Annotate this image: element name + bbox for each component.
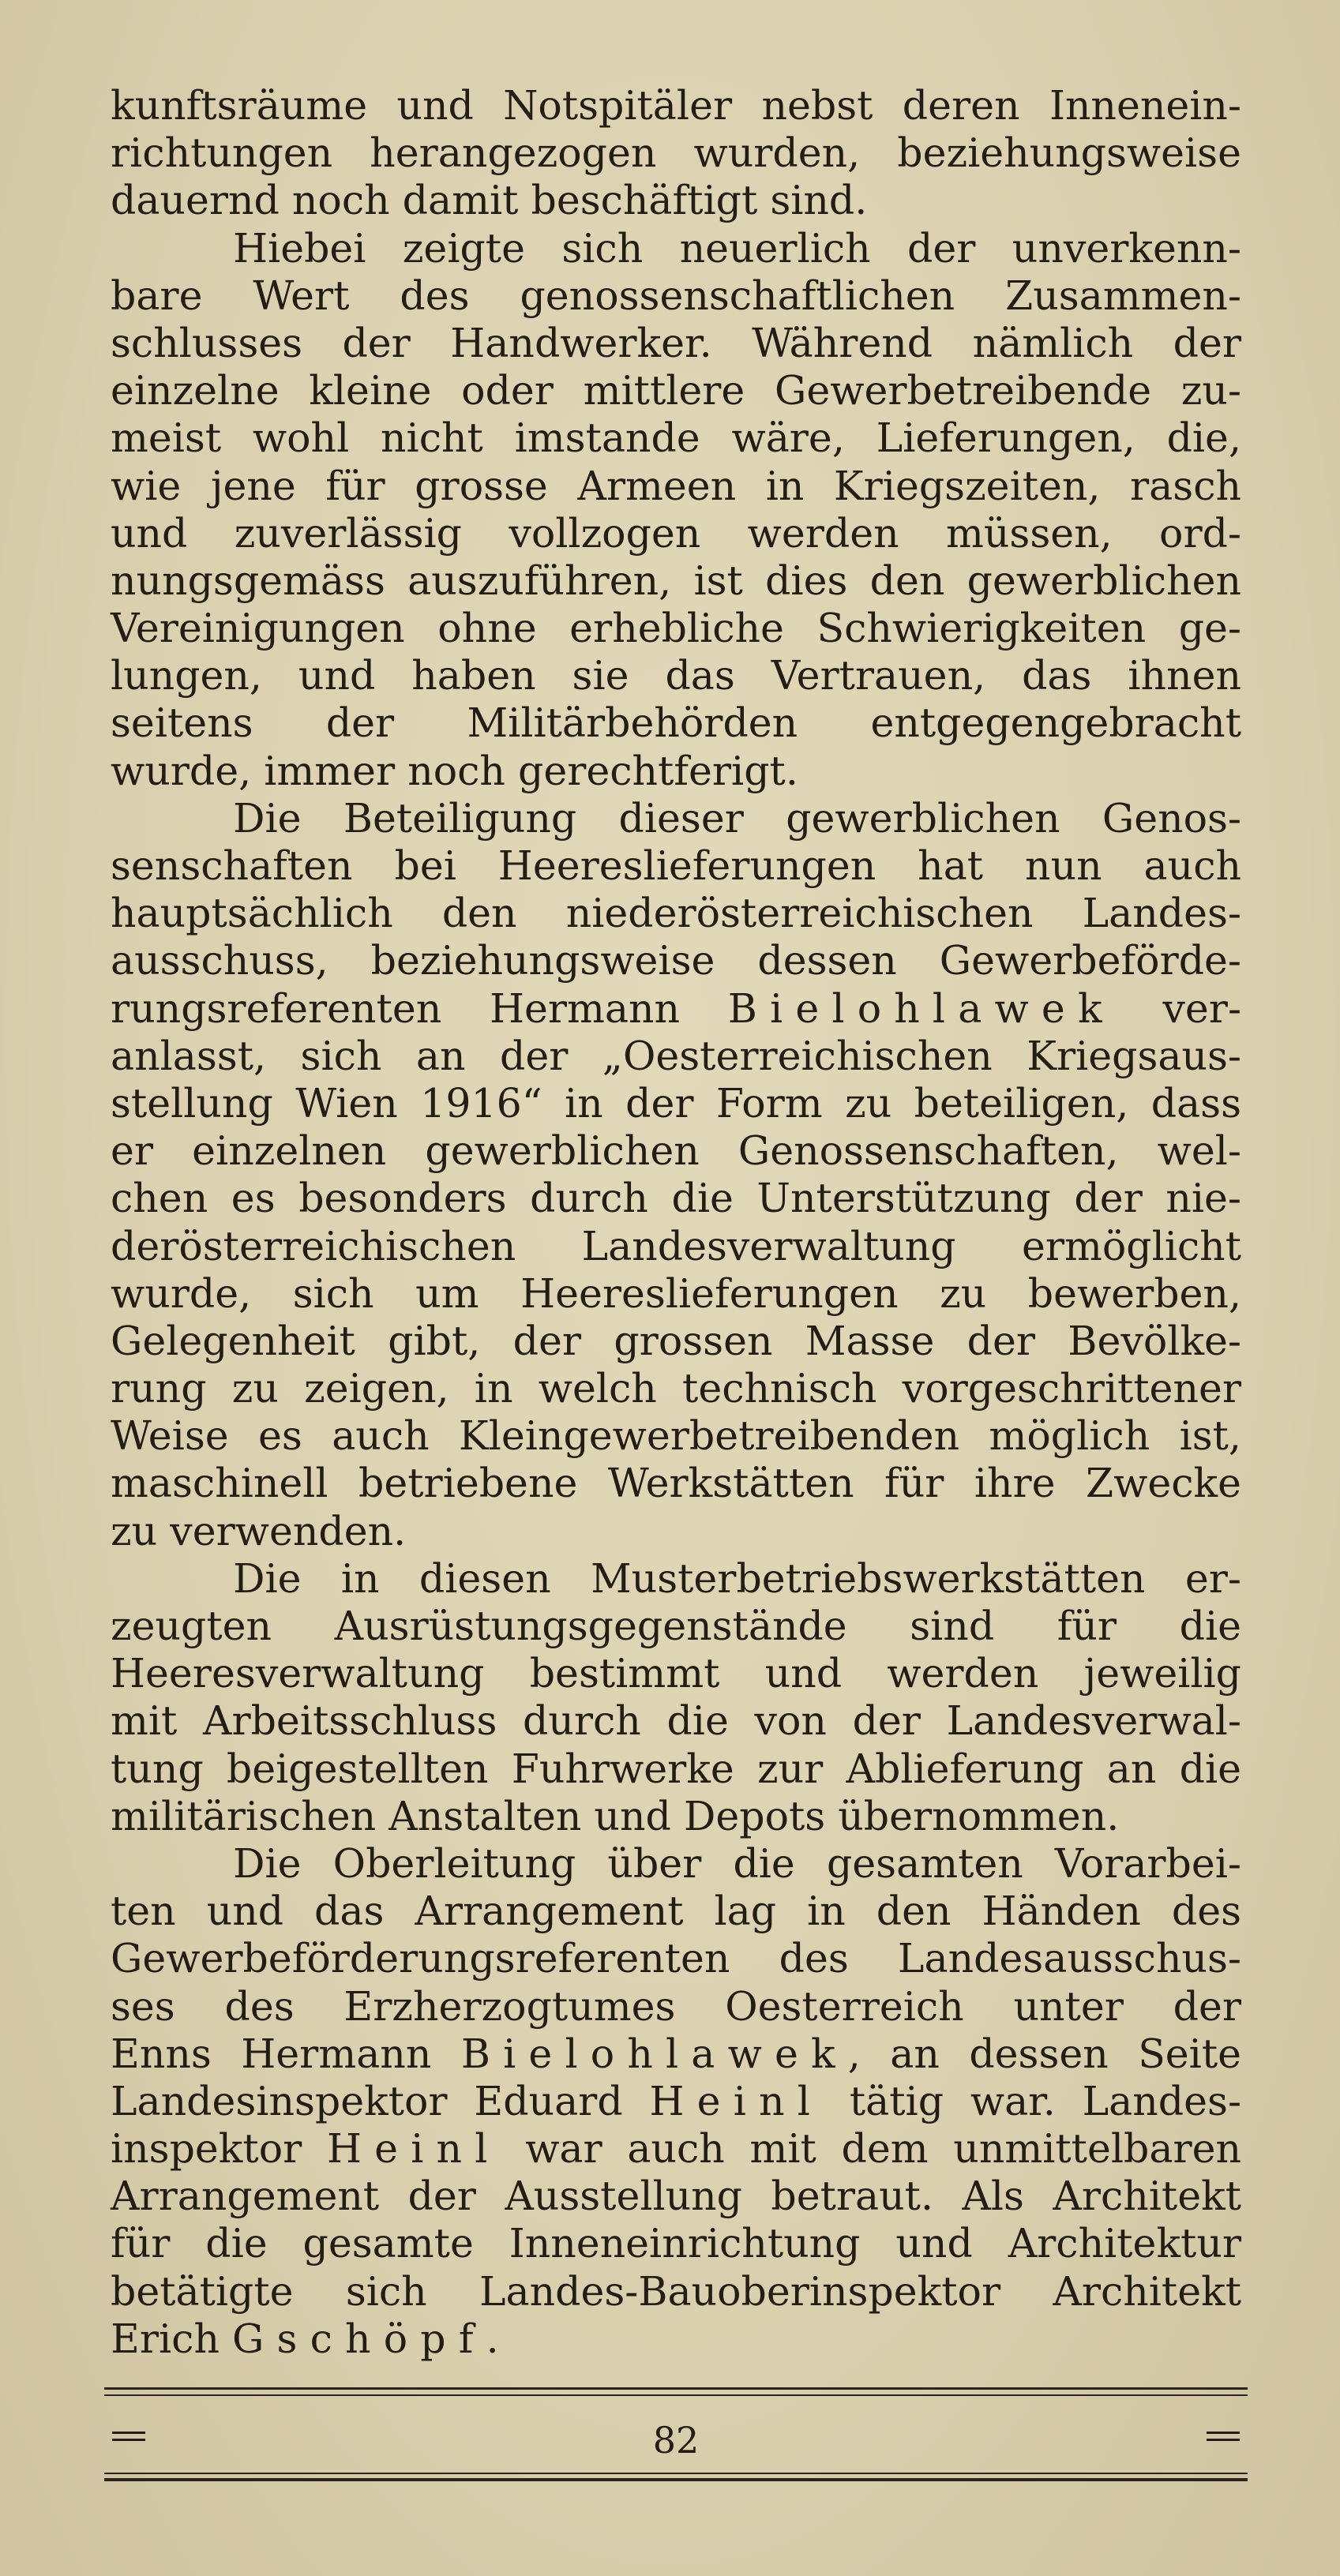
text-line: derösterreichischen Landesverwaltung ermöglicht	[111, 1222, 1241, 1269]
spaced-name: Heinl	[326, 2125, 501, 2173]
text-line: hauptsächlich den niederösterreichischen Landes-	[111, 890, 1241, 937]
page-footer	[104, 2387, 1248, 2482]
spaced-name: Heinl	[649, 2077, 824, 2124]
footer-rule-top	[104, 2387, 1248, 2390]
text-line: einzelne kleine oder mittlere Gewerbetreibende zu-	[111, 367, 1241, 414]
text-fragment: , an dessen Seite	[847, 2030, 1242, 2077]
text-line: militärischen Anstalten und Depots übernommen.	[111, 1792, 1120, 1839]
text-fragment: Landesinspektor Eduard	[111, 2077, 623, 2124]
text-fragment: .	[486, 2315, 499, 2362]
text-line: wie jene für grosse Armeen in Kriegszeiten, rasch	[111, 462, 1241, 509]
text-line: ten und das Arrangement lag in den Händen des	[111, 1888, 1241, 1935]
text-line: Hiebei zeigte sich neuerlich der unverkenn-	[233, 224, 1241, 272]
text-line: Heeresverwaltung bestimmt und werden jeweilig	[111, 1650, 1241, 1697]
text-line	[111, 2078, 1241, 2125]
text-line: stellung Wien 1916“ in der Form zu beteiligen, dass	[111, 1079, 1241, 1127]
text-line	[111, 2125, 1241, 2173]
text-line: senschaften bei Heereslieferungen hat nun auch	[111, 842, 1241, 889]
text-line: ausschuss, beziehungsweise dessen Gewerbeförde-	[111, 937, 1241, 984]
text-line	[111, 985, 1241, 1033]
text-line: wurde, sich um Heereslieferungen zu bewerben,	[111, 1269, 1241, 1317]
text-line: nungsgemäss auszuführen, ist dies den gewerblichen	[111, 557, 1241, 604]
text-line: Arrangement der Ausstellung betraut. Als Architekt	[111, 2173, 1241, 2220]
text-line: betätigte sich Landes-Bauoberinspektor Architekt	[111, 2267, 1241, 2315]
text-line: ses des Erzherzogtumes Oesterreich unter der	[111, 1982, 1241, 2030]
text-line: schlusses der Handwerker. Während nämlich der	[111, 319, 1241, 366]
text-line: wurde, immer noch gerechtferigt.	[111, 747, 798, 794]
double-dash-right	[1207, 2432, 1240, 2443]
text-fragment: tätig war. Landes-	[823, 2077, 1242, 2124]
text-fragment: Erich	[111, 2315, 220, 2362]
text-line: für die gesamte Inneneinrichtung und Architektur	[111, 2220, 1241, 2267]
text-fragment: ver-	[1114, 984, 1242, 1032]
text-line: rung zu zeigen, in welch technisch vorgeschrittener	[111, 1365, 1241, 1412]
text-line: zu verwenden.	[111, 1507, 407, 1554]
text-line: Die Oberleitung über die gesamten Vorarbei-	[233, 1839, 1241, 1887]
text-line: bare Wert des genossenschaftlichen Zusammen-	[111, 272, 1241, 319]
footer-rule-top-thin	[104, 2394, 1248, 2396]
text-line: meist wohl nicht imstande wäre, Lieferungen, die,	[111, 414, 1241, 462]
body-text	[111, 82, 1241, 2363]
text-line: lungen, und haben sie das Vertrauen, das ihnen	[111, 652, 1241, 699]
text-line: Gelegenheit gibt, der grossen Masse der Bevölke-	[111, 1317, 1241, 1364]
text-line	[111, 2030, 1241, 2078]
text-line: und zuverlässig vollzogen werden müssen, ord-	[111, 509, 1241, 557]
spaced-name: Gschöpf	[232, 2315, 486, 2362]
text-line: Weise es auch Kleingewerbetreibenden möglich ist,	[111, 1412, 1241, 1460]
text-line: mit Arbeitsschluss durch die von der Landesverwal-	[111, 1697, 1241, 1745]
spaced-name: Bielohlawek	[727, 984, 1115, 1032]
footer-rule-bottom-thin	[104, 2473, 1248, 2474]
text-line: seitens der Militärbehörden entgegengebracht	[111, 699, 1241, 747]
text-fragment: inspektor	[111, 2125, 302, 2173]
text-fragment: war auch mit dem unmittelbaren	[500, 2125, 1241, 2173]
text-fragment: Enns Hermann	[111, 2030, 432, 2077]
text-line: Gewerbeförderungsreferenten des Landesausschus-	[111, 1935, 1241, 1982]
text-line	[111, 2315, 1241, 2363]
text-line: tung beigestellten Fuhrwerke zur Ablieferung an die	[111, 1745, 1241, 1792]
page-number: 82	[652, 2419, 700, 2462]
footer-rule-bottom	[104, 2478, 1248, 2481]
text-line: dauernd noch damit beschäftigt sind.	[111, 177, 868, 224]
text-line: er einzelnen gewerblichen Genossenschaften, wel-	[111, 1127, 1241, 1175]
text-fragment: rungsreferenten Hermann	[111, 984, 681, 1032]
text-line: Die Beteiligung dieser gewerblichen Genos-	[233, 794, 1241, 842]
text-line: kunftsräume und Notspitäler nebst deren Innenein-	[111, 82, 1241, 129]
spaced-name: Bielohlawek	[460, 2030, 848, 2077]
text-line: zeugten Ausrüstungsgegenstände sind für die	[111, 1603, 1241, 1649]
text-line: maschinell betriebene Werkstätten für ihre Zwecke	[111, 1460, 1241, 1507]
text-line: Die in diesen Musterbetriebswerkstätten er-	[233, 1554, 1241, 1602]
text-line: Vereinigungen ohne erhebliche Schwierigkeiten ge-	[111, 605, 1241, 652]
text-line: anlasst, sich an der „Oesterreichischen Kriegsaus-	[111, 1032, 1241, 1079]
text-line: richtungen herangezogen wurden, beziehungsweise	[111, 129, 1241, 177]
text-line: chen es besonders durch die Unterstützung der nie-	[111, 1175, 1241, 1222]
